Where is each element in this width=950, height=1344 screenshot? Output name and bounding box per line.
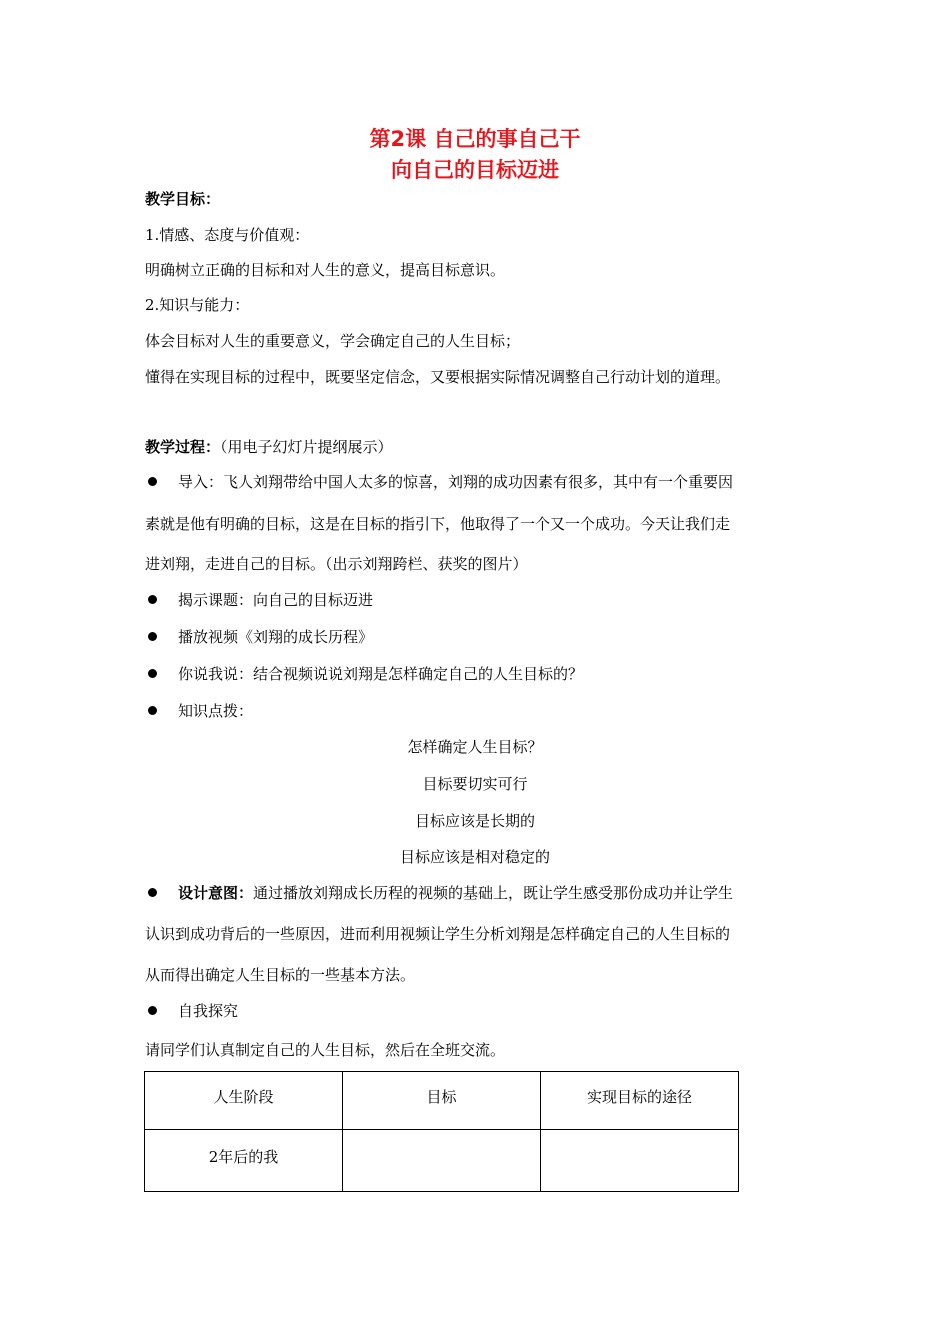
explore-text: 请同学们认真制定自己的人生目标，然后在全班交流。 <box>145 1041 506 1059</box>
table-header-path: 实现目标的途径 <box>541 1072 739 1130</box>
objective-2-text-1: 体会目标对人生的重要意义，学会确定自己的人生目标； <box>145 332 521 350</box>
process-heading-line <box>145 436 393 458</box>
process-heading: 教学过程： <box>145 438 221 456</box>
design-text: 通过播放刘翔成长历程的视频的基础上，既让学生感受那份成功并让学生 <box>253 884 734 902</box>
play-video: 播放视频《刘翔的成长历程》 <box>178 628 374 646</box>
table-header-row <box>145 1072 739 1130</box>
table-row <box>145 1130 739 1192</box>
bullet-icon <box>148 477 157 486</box>
table-cell-stage: 2年后的我 <box>145 1130 343 1192</box>
bullet-icon <box>148 632 157 641</box>
bullet-icon <box>148 888 157 897</box>
kp-point-3: 目标应该是相对稳定的 <box>399 848 550 866</box>
objective-2-text-2: 懂得在实现目标的过程中，既要坚定信念，又要根据实际情况调整自己行动计划的道理。 <box>145 368 731 386</box>
intro-line-3: 进刘翔，走进自己的目标。（出示刘翔跨栏、获奖的图片） <box>145 555 528 573</box>
design-line-2: 认识到成功背后的一些原因，进而利用视频让学生分析刘翔是怎样确定自己的人生目标的 <box>145 925 731 943</box>
life-goals-table <box>144 1071 739 1192</box>
table-cell-path <box>541 1130 739 1192</box>
objective-1-text: 明确树立正确的目标和对人生的意义，提高目标意识。 <box>145 261 506 279</box>
self-explore: 自我探究 <box>178 1002 239 1020</box>
knowledge-tips: 知识点拨： <box>178 702 254 720</box>
objective-1-heading: 1.情感、态度与价值观： <box>145 226 310 244</box>
objectives-heading: 教学目标： <box>145 190 221 208</box>
kp-point-1: 目标要切实可行 <box>422 775 528 793</box>
lesson-subtitle: 向自己的目标迈进 <box>391 158 559 182</box>
kp-question: 怎样确定人生目标？ <box>407 738 543 756</box>
lesson-title: 第2课 自己的事自己干 <box>369 127 581 151</box>
bullet-icon <box>148 669 157 678</box>
design-label: 设计意图： <box>178 884 254 902</box>
design-line-1 <box>178 882 733 904</box>
kp-point-2: 目标应该是长期的 <box>414 812 535 830</box>
process-note: （用电子幻灯片提纲展示） <box>220 438 393 456</box>
table-header-stage: 人生阶段 <box>145 1072 343 1130</box>
table-header-goal: 目标 <box>343 1072 541 1130</box>
you-say-i-say: 你说我说：结合视频说说刘翔是怎样确定自己的人生目标的？ <box>178 665 584 683</box>
objective-2-heading: 2.知识与能力： <box>145 296 250 314</box>
bullet-icon <box>148 1006 157 1015</box>
intro-line-2: 素就是他有明确的目标，这是在目标的指引下，他取得了一个又一个成功。今天让我们走 <box>145 515 731 533</box>
design-line-3: 从而得出确定人生目标的一些基本方法。 <box>145 966 416 984</box>
bullet-icon <box>148 595 157 604</box>
bullet-icon <box>148 706 157 715</box>
table-cell-goal <box>343 1130 541 1192</box>
intro-line-1: 导入：飞人刘翔带给中国人太多的惊喜，刘翔的成功因素有很多，其中有一个重要因 <box>178 473 734 491</box>
reveal-topic: 揭示课题：向自己的目标迈进 <box>178 591 374 609</box>
